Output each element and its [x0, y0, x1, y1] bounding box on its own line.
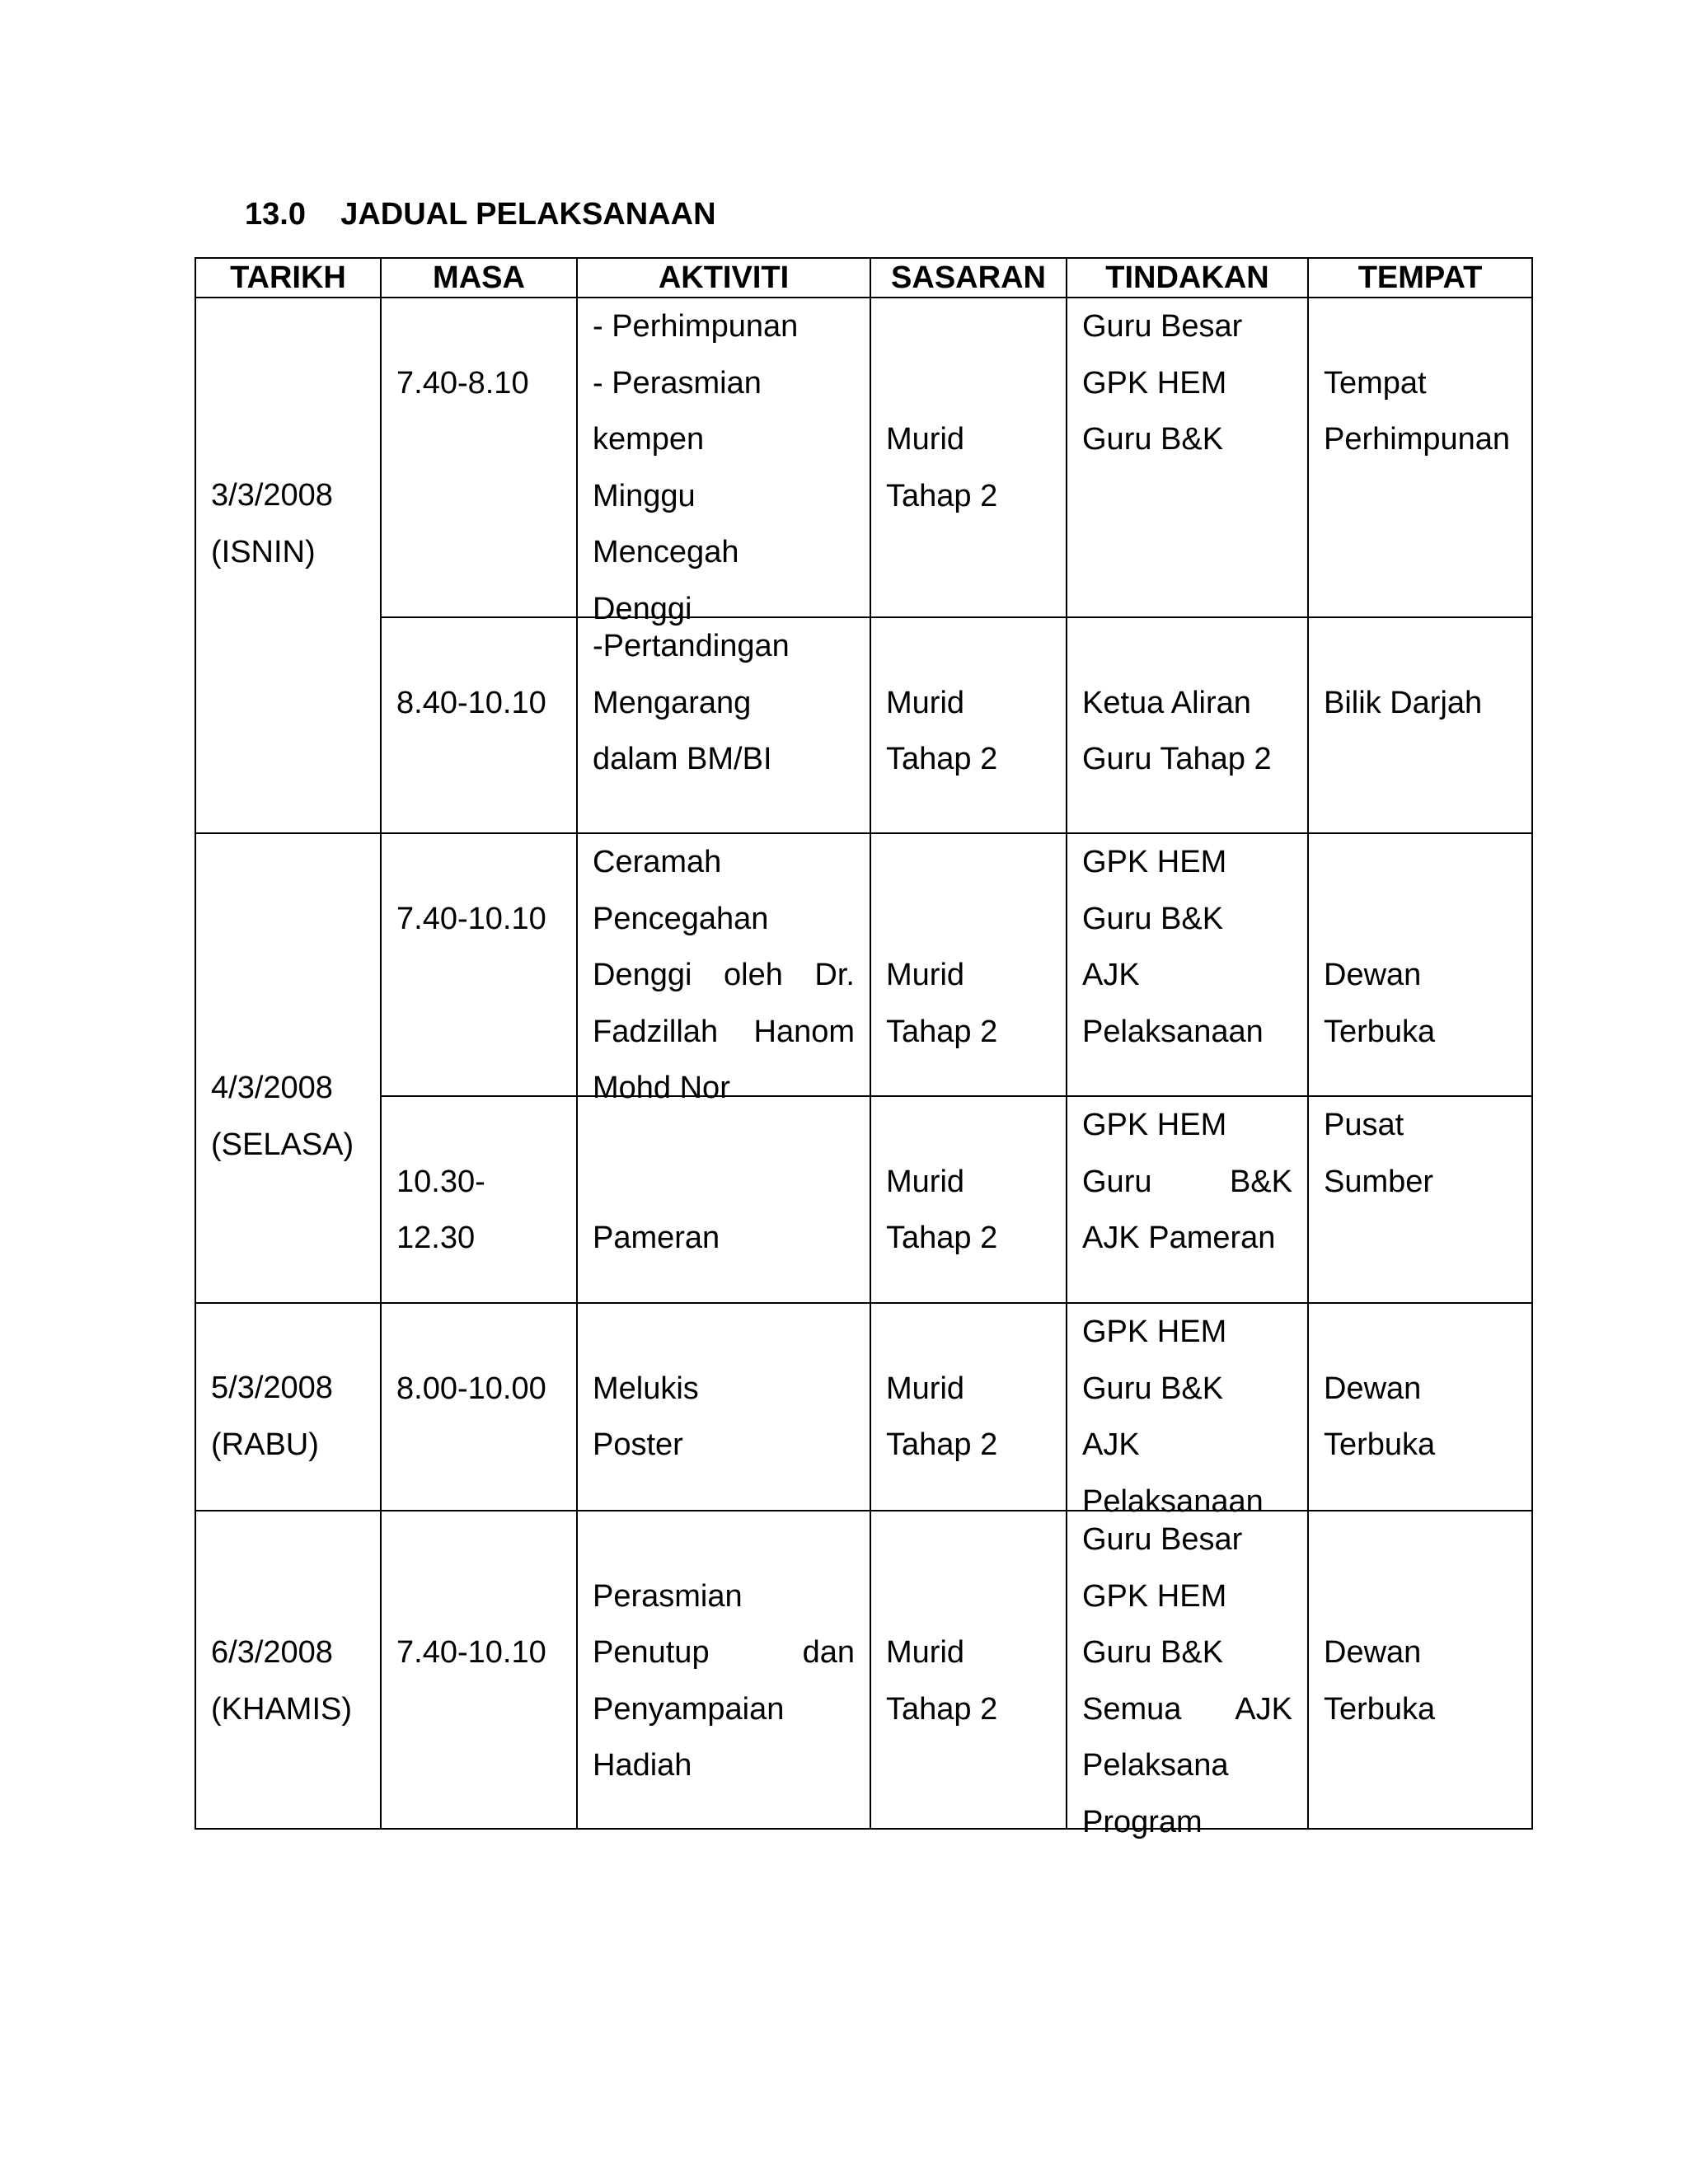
section-heading: 13.0 JADUAL PELAKSANAAN: [245, 197, 716, 232]
cell-word: Penutup: [593, 1635, 710, 1670]
date-text: 4/3/2008: [211, 1071, 333, 1105]
masa-cell: [381, 833, 577, 1096]
cell-line: Perasmian: [593, 1578, 743, 1614]
cell-line: Denggi: [593, 591, 692, 626]
cell-line: 7.40-10.10: [396, 1635, 546, 1670]
cell-line: [886, 298, 1051, 355]
cell-line: Murid: [886, 685, 965, 720]
date-text: 6/3/2008: [211, 1635, 333, 1670]
cell-line: [396, 618, 561, 675]
cell-line: Guru B&K: [1082, 1635, 1224, 1670]
tindakan-cell: [1067, 833, 1308, 1096]
cell-line: Guru B&K: [1082, 901, 1224, 936]
date-text: 3/3/2008: [211, 478, 333, 513]
tindakan-cell: [1067, 1096, 1308, 1303]
cell-line: [396, 1511, 561, 1568]
cell-line: [593, 1154, 855, 1211]
cell-line: [1082, 1154, 1292, 1211]
aktiviti-cell: [577, 1511, 870, 1829]
cell-line: [1324, 834, 1517, 891]
cell-line: AJK: [1082, 958, 1140, 992]
cell-word: oleh: [724, 958, 783, 992]
cell-line: [396, 1568, 561, 1625]
cell-line: Tahap 2: [886, 1221, 998, 1255]
cell-line: Pelaksana: [1082, 1748, 1229, 1783]
cell-line: [396, 1304, 561, 1361]
cell-line: Pusat: [1324, 1108, 1404, 1142]
cell-line: [886, 1097, 1051, 1154]
cell-line: Ketua Aliran: [1082, 685, 1251, 720]
cell-line: -Pertandingan: [593, 629, 790, 663]
day-text: (RABU): [211, 1427, 319, 1462]
cell-line: GPK HEM: [1082, 1578, 1227, 1614]
header-tarikh: TARIKH: [195, 258, 381, 298]
header-sasaran: SASARAN: [870, 258, 1067, 298]
cell-line: [1324, 298, 1517, 355]
cell-line: Pameran: [593, 1221, 720, 1255]
cell-line: [593, 1624, 855, 1681]
cell-line: Guru Besar: [1082, 309, 1243, 344]
sasaran-cell: [870, 298, 1067, 617]
cell-line: Melukis: [593, 1371, 699, 1406]
table-row: [195, 1511, 1532, 1829]
cell-line: [1082, 1681, 1292, 1738]
header-tindakan: TINDAKAN: [1067, 258, 1308, 298]
table-row: [195, 1303, 1532, 1511]
masa-cell: [381, 298, 577, 617]
cell-line: Sumber: [1324, 1164, 1434, 1199]
date-text: 5/3/2008: [211, 1371, 333, 1405]
cell-line: [593, 1097, 855, 1154]
tindakan-cell: [1067, 1303, 1308, 1519]
cell-line: [593, 947, 855, 1004]
table-row: [195, 833, 1532, 1096]
cell-line: [886, 355, 1051, 412]
cell-line: Terbuka: [1324, 1691, 1436, 1727]
cell-line: Dewan: [1324, 1371, 1422, 1406]
aktiviti-cell: [577, 617, 870, 833]
cell-word: Guru: [1082, 1164, 1152, 1199]
aktiviti-cell: [577, 1096, 870, 1303]
cell-word: dan: [802, 1635, 855, 1670]
day-text: (KHAMIS): [211, 1691, 352, 1727]
cell-line: 7.40-10.10: [396, 901, 546, 936]
tempat-cell: [1308, 833, 1532, 1096]
cell-line: [396, 1097, 561, 1154]
sasaran-cell: [870, 1096, 1067, 1303]
sasaran-cell: [870, 617, 1067, 833]
cell-line: [886, 1511, 1051, 1568]
cell-line: Tahap 2: [886, 1014, 998, 1049]
tempat-cell: [1308, 1303, 1532, 1511]
date-cell: [195, 1511, 381, 1829]
cell-line: 8.00-10.00: [396, 1371, 546, 1406]
cell-line: Pelaksanaan: [1082, 1014, 1264, 1049]
cell-line: Guru B&K: [1082, 422, 1224, 457]
cell-line: [886, 1568, 1051, 1625]
cell-line: Terbuka: [1324, 1427, 1436, 1462]
cell-line: [886, 1304, 1051, 1361]
cell-word: Dr.: [814, 958, 855, 992]
aktiviti-cell: [577, 833, 870, 1105]
cell-line: [886, 891, 1051, 948]
cell-word: Hanom: [753, 1014, 855, 1049]
cell-line: Ceramah: [593, 845, 722, 879]
masa-cell: [381, 617, 577, 833]
day-text: (ISNIN): [211, 534, 316, 569]
cell-line: Penyampaian: [593, 1691, 785, 1727]
cell-line: Minggu: [593, 478, 696, 513]
cell-line: Dewan: [1324, 958, 1422, 992]
cell-line: Pelaksanaan: [1082, 1483, 1264, 1519]
cell-line: Murid: [886, 1371, 965, 1406]
cell-line: Mohd Nor: [593, 1071, 730, 1105]
cell-line: Poster: [593, 1427, 683, 1462]
cell-line: GPK HEM: [1082, 365, 1227, 401]
cell-line: Pencegahan: [593, 901, 769, 936]
sasaran-cell: [870, 1303, 1067, 1511]
cell-line: Terbuka: [1324, 1014, 1436, 1049]
cell-line: [396, 834, 561, 891]
cell-line: [886, 618, 1051, 675]
date-cell: [195, 1303, 381, 1511]
cell-line: Program: [1082, 1804, 1203, 1840]
cell-word: B&K: [1229, 1164, 1292, 1199]
cell-line: GPK HEM: [1082, 1315, 1227, 1349]
cell-line: [1324, 1304, 1517, 1361]
cell-line: Guru Tahap 2: [1082, 742, 1272, 776]
cell-word: AJK: [1235, 1691, 1292, 1727]
cell-line: Mencegah: [593, 535, 739, 569]
cell-line: kempen: [593, 422, 705, 457]
cell-line: 7.40-8.10: [396, 365, 529, 401]
cell-line: Bilik Darjah: [1324, 685, 1483, 720]
tempat-cell: [1308, 617, 1532, 833]
tempat-cell: [1308, 1511, 1532, 1829]
cell-line: Mengarang: [593, 685, 752, 720]
cell-line: Hadiah: [593, 1748, 692, 1783]
cell-line: [1324, 618, 1517, 675]
date-cell: [195, 833, 381, 1303]
aktiviti-cell: [577, 1303, 870, 1511]
tindakan-cell: [1067, 617, 1308, 833]
tindakan-cell: [1067, 298, 1308, 617]
cell-line: Murid: [886, 1635, 965, 1670]
aktiviti-cell: [577, 298, 870, 626]
cell-line: [593, 1004, 855, 1061]
cell-line: Tahap 2: [886, 1691, 998, 1727]
cell-line: - Perasmian: [593, 365, 762, 401]
table-row: [195, 298, 1532, 617]
tempat-cell: [1308, 1096, 1532, 1303]
cell-word: Denggi: [593, 958, 692, 992]
cell-line: [1324, 1511, 1517, 1568]
cell-line: [1082, 618, 1292, 675]
cell-line: [1324, 891, 1517, 948]
cell-line: AJK: [1082, 1427, 1140, 1462]
cell-line: AJK Pameran: [1082, 1221, 1276, 1255]
cell-line: Murid: [886, 958, 965, 992]
tindakan-cell: [1067, 1511, 1308, 1840]
table-header-row: [195, 258, 1532, 298]
schedule-table: [195, 257, 1533, 1840]
cell-line: - Perhimpunan: [593, 309, 799, 344]
cell-line: [886, 834, 1051, 891]
cell-line: Perhimpunan: [1324, 422, 1511, 457]
cell-line: Dewan: [1324, 1635, 1422, 1670]
cell-line: Murid: [886, 422, 965, 457]
table-row: [195, 1096, 1532, 1303]
cell-line: Tahap 2: [886, 478, 998, 513]
cell-line: Murid: [886, 1164, 965, 1199]
cell-line: Tahap 2: [886, 1427, 998, 1462]
cell-word: Fadzillah: [593, 1014, 719, 1049]
cell-line: 10.30-: [396, 1164, 485, 1199]
tempat-cell: [1308, 298, 1532, 617]
cell-word: Semua: [1082, 1691, 1182, 1727]
cell-line: Tempat: [1324, 365, 1427, 401]
cell-line: Guru B&K: [1082, 1371, 1224, 1406]
cell-line: [396, 298, 561, 355]
masa-cell: [381, 1511, 577, 1829]
day-text: (SELASA): [211, 1127, 354, 1162]
cell-line: [593, 1304, 855, 1361]
cell-line: Tahap 2: [886, 742, 998, 776]
masa-cell: [381, 1303, 577, 1511]
sasaran-cell: [870, 1511, 1067, 1829]
header-masa: MASA: [381, 258, 577, 298]
cell-line: [1324, 1568, 1517, 1625]
sasaran-cell: [870, 833, 1067, 1096]
cell-line: 12.30: [396, 1221, 476, 1255]
table-row: [195, 617, 1532, 833]
header-tempat: TEMPAT: [1308, 258, 1532, 298]
date-cell: [195, 298, 381, 833]
header-aktiviti: AKTIVITI: [577, 258, 870, 298]
cell-line: Guru Besar: [1082, 1522, 1243, 1557]
cell-line: [593, 1511, 855, 1568]
cell-line: dalam BM/BI: [593, 742, 772, 776]
cell-line: 8.40-10.10: [396, 685, 546, 720]
cell-line: GPK HEM: [1082, 845, 1227, 879]
masa-cell: [381, 1096, 577, 1303]
cell-line: GPK HEM: [1082, 1108, 1227, 1142]
